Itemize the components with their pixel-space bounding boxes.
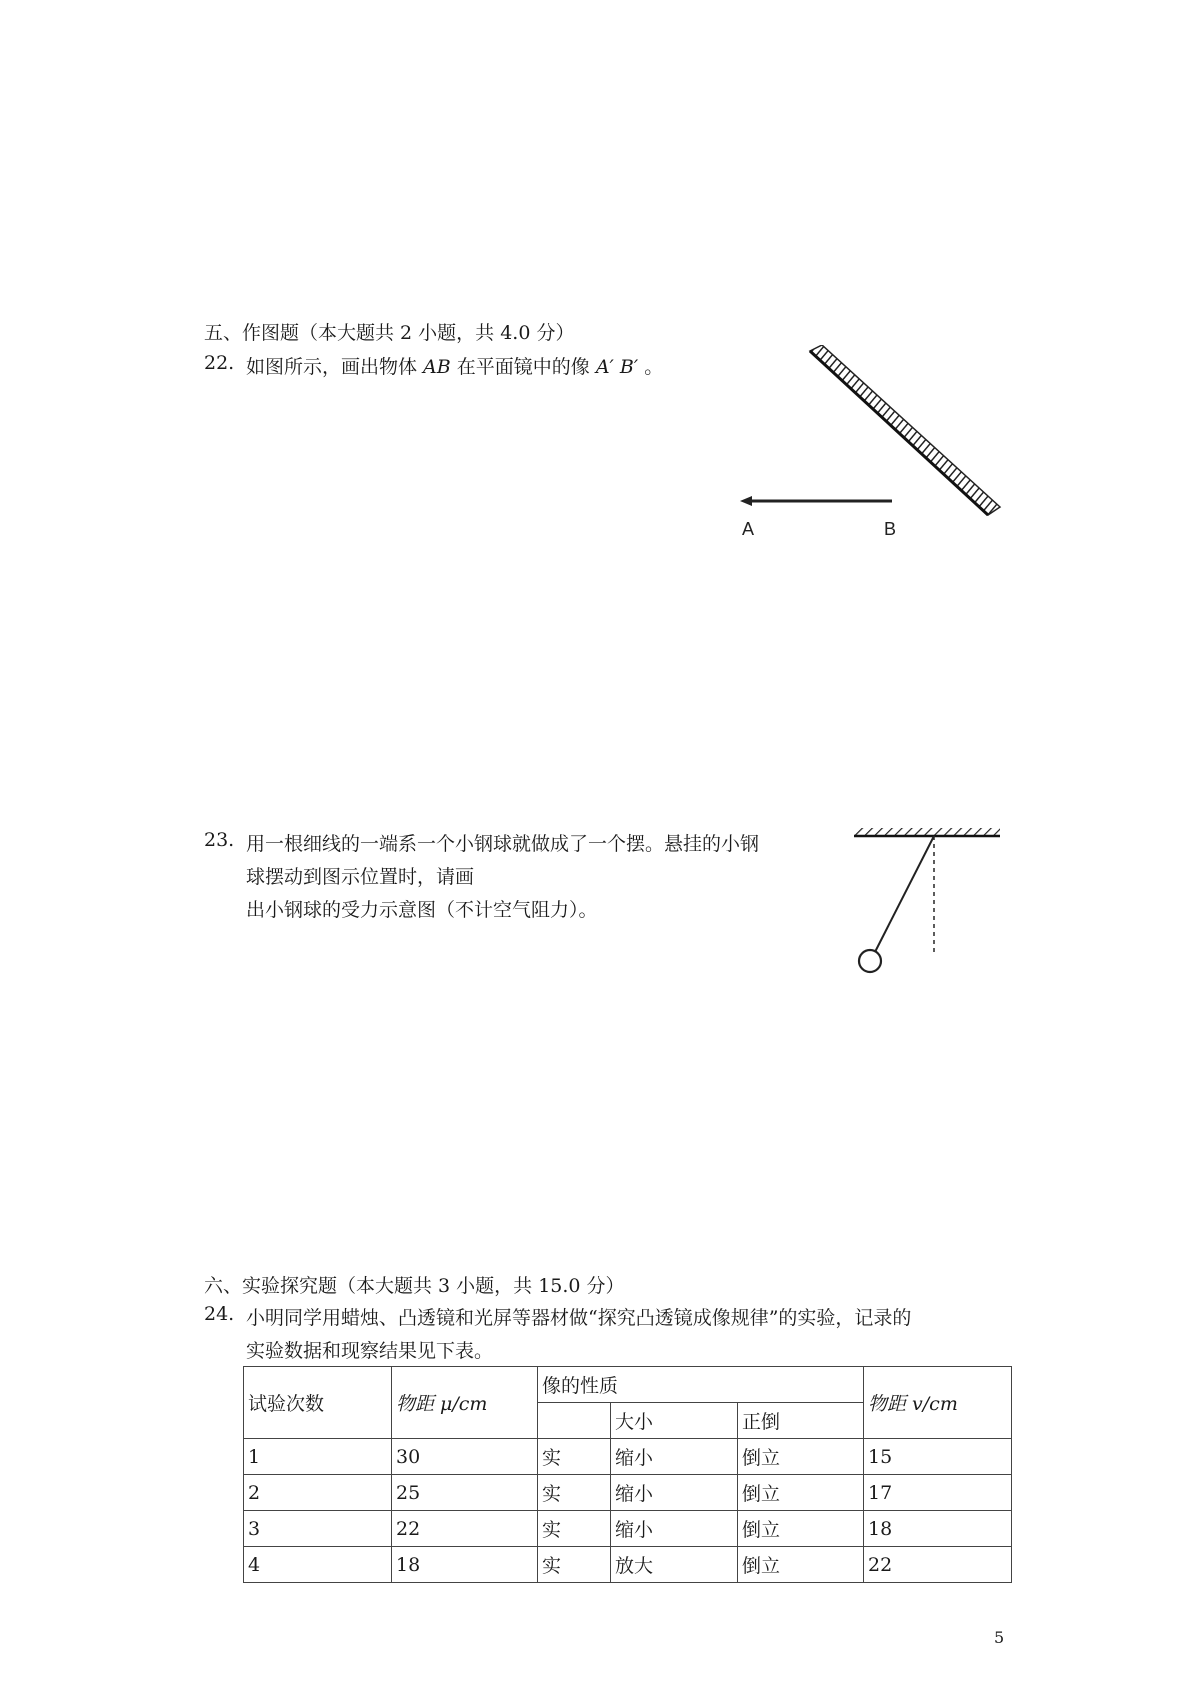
cell-image-distance: 17 [864,1475,1012,1511]
question-24-number: 24. [204,1303,235,1325]
cell-size: 缩小 [611,1439,738,1475]
header-object-distance: 物距 μ/cm [392,1367,538,1439]
point-b-label: B [884,519,897,539]
question-23-line-1: 用一根细线的一端系一个小钢球就做成了一个摆。悬挂的小钢 [246,833,760,855]
question-24-line-1: 小明同学用蜡烛、凸透镜和光屏等器材做“探究凸透镜成像规律”的实验，记录的 [246,1307,912,1329]
cell-object-distance: 30 [392,1439,538,1475]
image-ab-label: A′ B′ [595,356,639,378]
cell-kind: 实 [538,1439,611,1475]
question-23-line-2: 球摆动到图示位置时，请画 [246,866,475,888]
cell-object-distance: 22 [392,1511,538,1547]
header-image-nature: 像的性质 [538,1367,864,1403]
header-orientation: 正倒 [738,1403,864,1439]
header-size: 大小 [611,1403,738,1439]
lens-experiment-table [243,1366,1012,1583]
question-22-number: 22. [204,352,235,374]
table-row [244,1547,1012,1583]
cell-orientation: 倒立 [738,1439,864,1475]
question-24-line-2: 实验数据和现察结果见下表。 [246,1340,494,1362]
point-a-label: A [742,519,755,539]
cell-image-distance: 22 [864,1547,1012,1583]
cell-size: 缩小 [611,1511,738,1547]
section-five-title: 五、作图题（本大题共 2 小题，共 4.0 分） [204,322,575,344]
cell-image-distance: 15 [864,1439,1012,1475]
cell-trial: 3 [244,1511,392,1547]
question-22-text-mid: 在平面镜中的像 [450,356,596,378]
header-image-distance: 物距 v/cm [864,1367,1012,1439]
cell-orientation: 倒立 [738,1511,864,1547]
table-row [244,1439,1012,1475]
mirror-figure [730,345,1010,545]
object-ab-label: AB [423,356,451,378]
cell-object-distance: 25 [392,1475,538,1511]
cell-size: 放大 [611,1547,738,1583]
pendulum-string [875,836,934,952]
cell-object-distance: 18 [392,1547,538,1583]
header-kind-empty [538,1403,611,1439]
cell-kind: 实 [538,1475,611,1511]
cell-trial: 1 [244,1439,392,1475]
question-22-text [246,352,663,379]
pendulum-figure [840,820,1010,980]
cell-orientation: 倒立 [738,1475,864,1511]
cell-kind: 实 [538,1511,611,1547]
cell-size: 缩小 [611,1475,738,1511]
cell-image-distance: 18 [864,1511,1012,1547]
question-22-text-after: 。 [638,356,664,378]
question-23-number: 23. [204,829,235,851]
object-arrowhead [740,496,752,506]
plane-mirror [810,345,1000,515]
table-row [244,1475,1012,1511]
cell-trial: 4 [244,1547,392,1583]
question-22-text-before: 如图所示，画出物体 [246,356,424,378]
cell-kind: 实 [538,1547,611,1583]
header-trial: 试验次数 [244,1367,392,1439]
question-23-line-3: 出小钢球的受力示意图（不计空气阻力）。 [246,899,598,921]
page-number: 5 [994,1628,1005,1647]
steel-ball [859,950,881,972]
table-row [244,1511,1012,1547]
cell-trial: 2 [244,1475,392,1511]
section-six-title: 六、实验探究题（本大题共 3 小题，共 15.0 分） [204,1275,625,1297]
cell-orientation: 倒立 [738,1547,864,1583]
